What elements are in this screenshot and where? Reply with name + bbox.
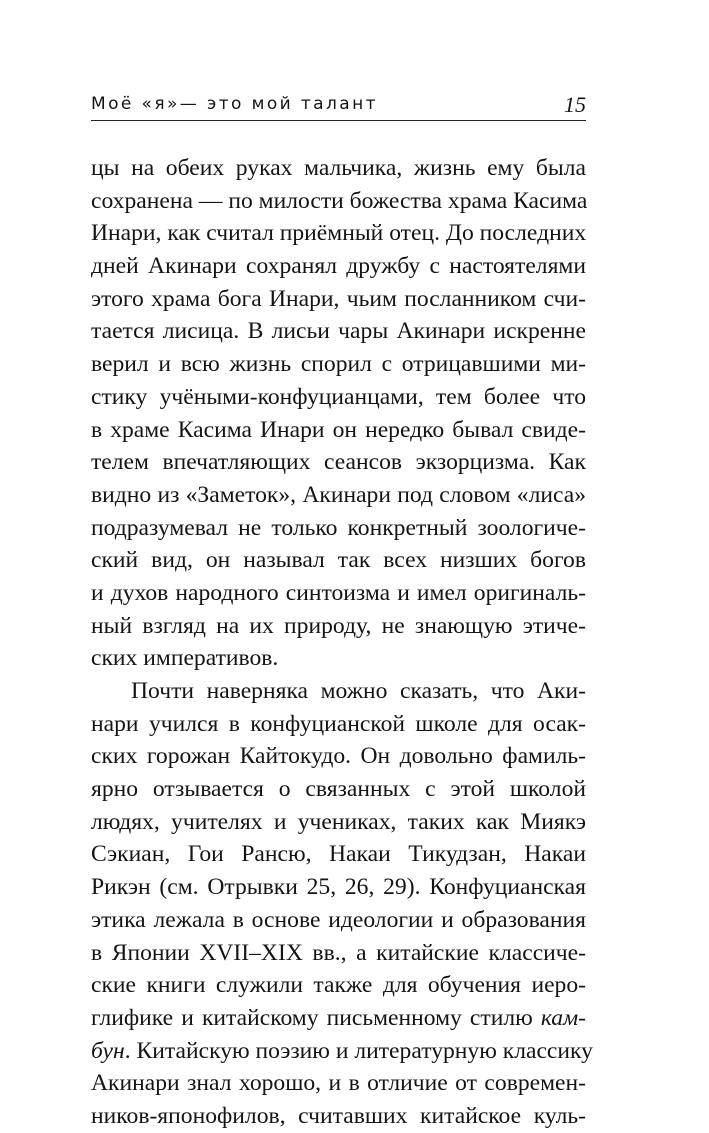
text-line: стику учёными-конфуцианцами, тем более что (91, 383, 586, 410)
text-line: ярно отзывается о связанных с этой школой (91, 776, 586, 803)
text-line: Сэкиан, Гои Рансю, Накаи Тикудзан, Накаи (91, 841, 586, 868)
italic-term: бун (91, 1037, 125, 1064)
text-line (91, 1002, 586, 1035)
text-line: тается лисица. В лисьи чары Акинари искренне (91, 318, 586, 345)
text-line: ский вид, он называл так всех низших богов (91, 547, 586, 574)
text-line: Акинари знал хорошо, и в отличие от современ- (91, 1070, 586, 1097)
italic-term: кам- (540, 1004, 586, 1031)
text-line: сохранена — по милости божества храма Касима (91, 187, 588, 214)
text-line: верил и всю жизнь спорил с отрицавшими ми- (91, 351, 586, 378)
text-line: в Японии XVII–XIX вв., а китайские классиче- (91, 939, 586, 966)
paragraph-end-line: ских императивов. (91, 645, 279, 672)
running-head (91, 92, 586, 121)
line-text: . Китайскую поэзию и литературную классику (124, 1037, 593, 1064)
text-line: подразумевал не только конкретный зоологиче- (91, 514, 586, 541)
text-line: дней Акинари сохранял дружбу с настоятелями (91, 253, 586, 280)
paragraph-start-line: Почти наверняка можно сказать, что Аки- (131, 678, 586, 704)
text-line: ный взгляд на их природу, не знающую этиче- (91, 612, 586, 639)
text-line: ников-японофилов, считавших китайское куль- (91, 1102, 586, 1129)
text-line: телем впечатляющих сеансов экзорцизма. Как (91, 449, 586, 476)
text-line: Инари, как считал приёмный отец. До последних (91, 220, 587, 247)
page-number: 15 (564, 92, 586, 117)
text-line: цы на обеих руках мальчика, жизнь ему была (91, 155, 586, 181)
text-line: этика лежала в основе идеологии и образования (91, 906, 586, 933)
text-line: и духов народного синтоизма и имел оригиналь- (91, 579, 586, 606)
text-line (91, 1035, 593, 1068)
text-line: в храме Касима Инари он нередко бывал свиде- (91, 416, 586, 443)
line-text: глифике и китайскому письменному стилю (91, 1004, 533, 1031)
running-title: Моё «я»— это мой талант (91, 94, 378, 114)
text-line: видно из «Заметок», Акинари под словом «лиса» (91, 481, 586, 508)
text-line: нари учился в конфуцианской школе для осак- (91, 710, 586, 737)
text-line: Рикэн (см. Отрывки 25, 26, 29). Конфуцианская (91, 874, 586, 901)
text-line: ских горожан Кайтокудо. Он довольно фамиль- (91, 743, 586, 770)
text-line: ские книги служили также для обучения иеро- (91, 972, 586, 999)
text-line: людях, учителях и учениках, таких как Миякэ (91, 808, 586, 835)
body-text (91, 152, 593, 1133)
text-line: этого храма бога Инари, чьим посланником счи- (91, 285, 586, 312)
